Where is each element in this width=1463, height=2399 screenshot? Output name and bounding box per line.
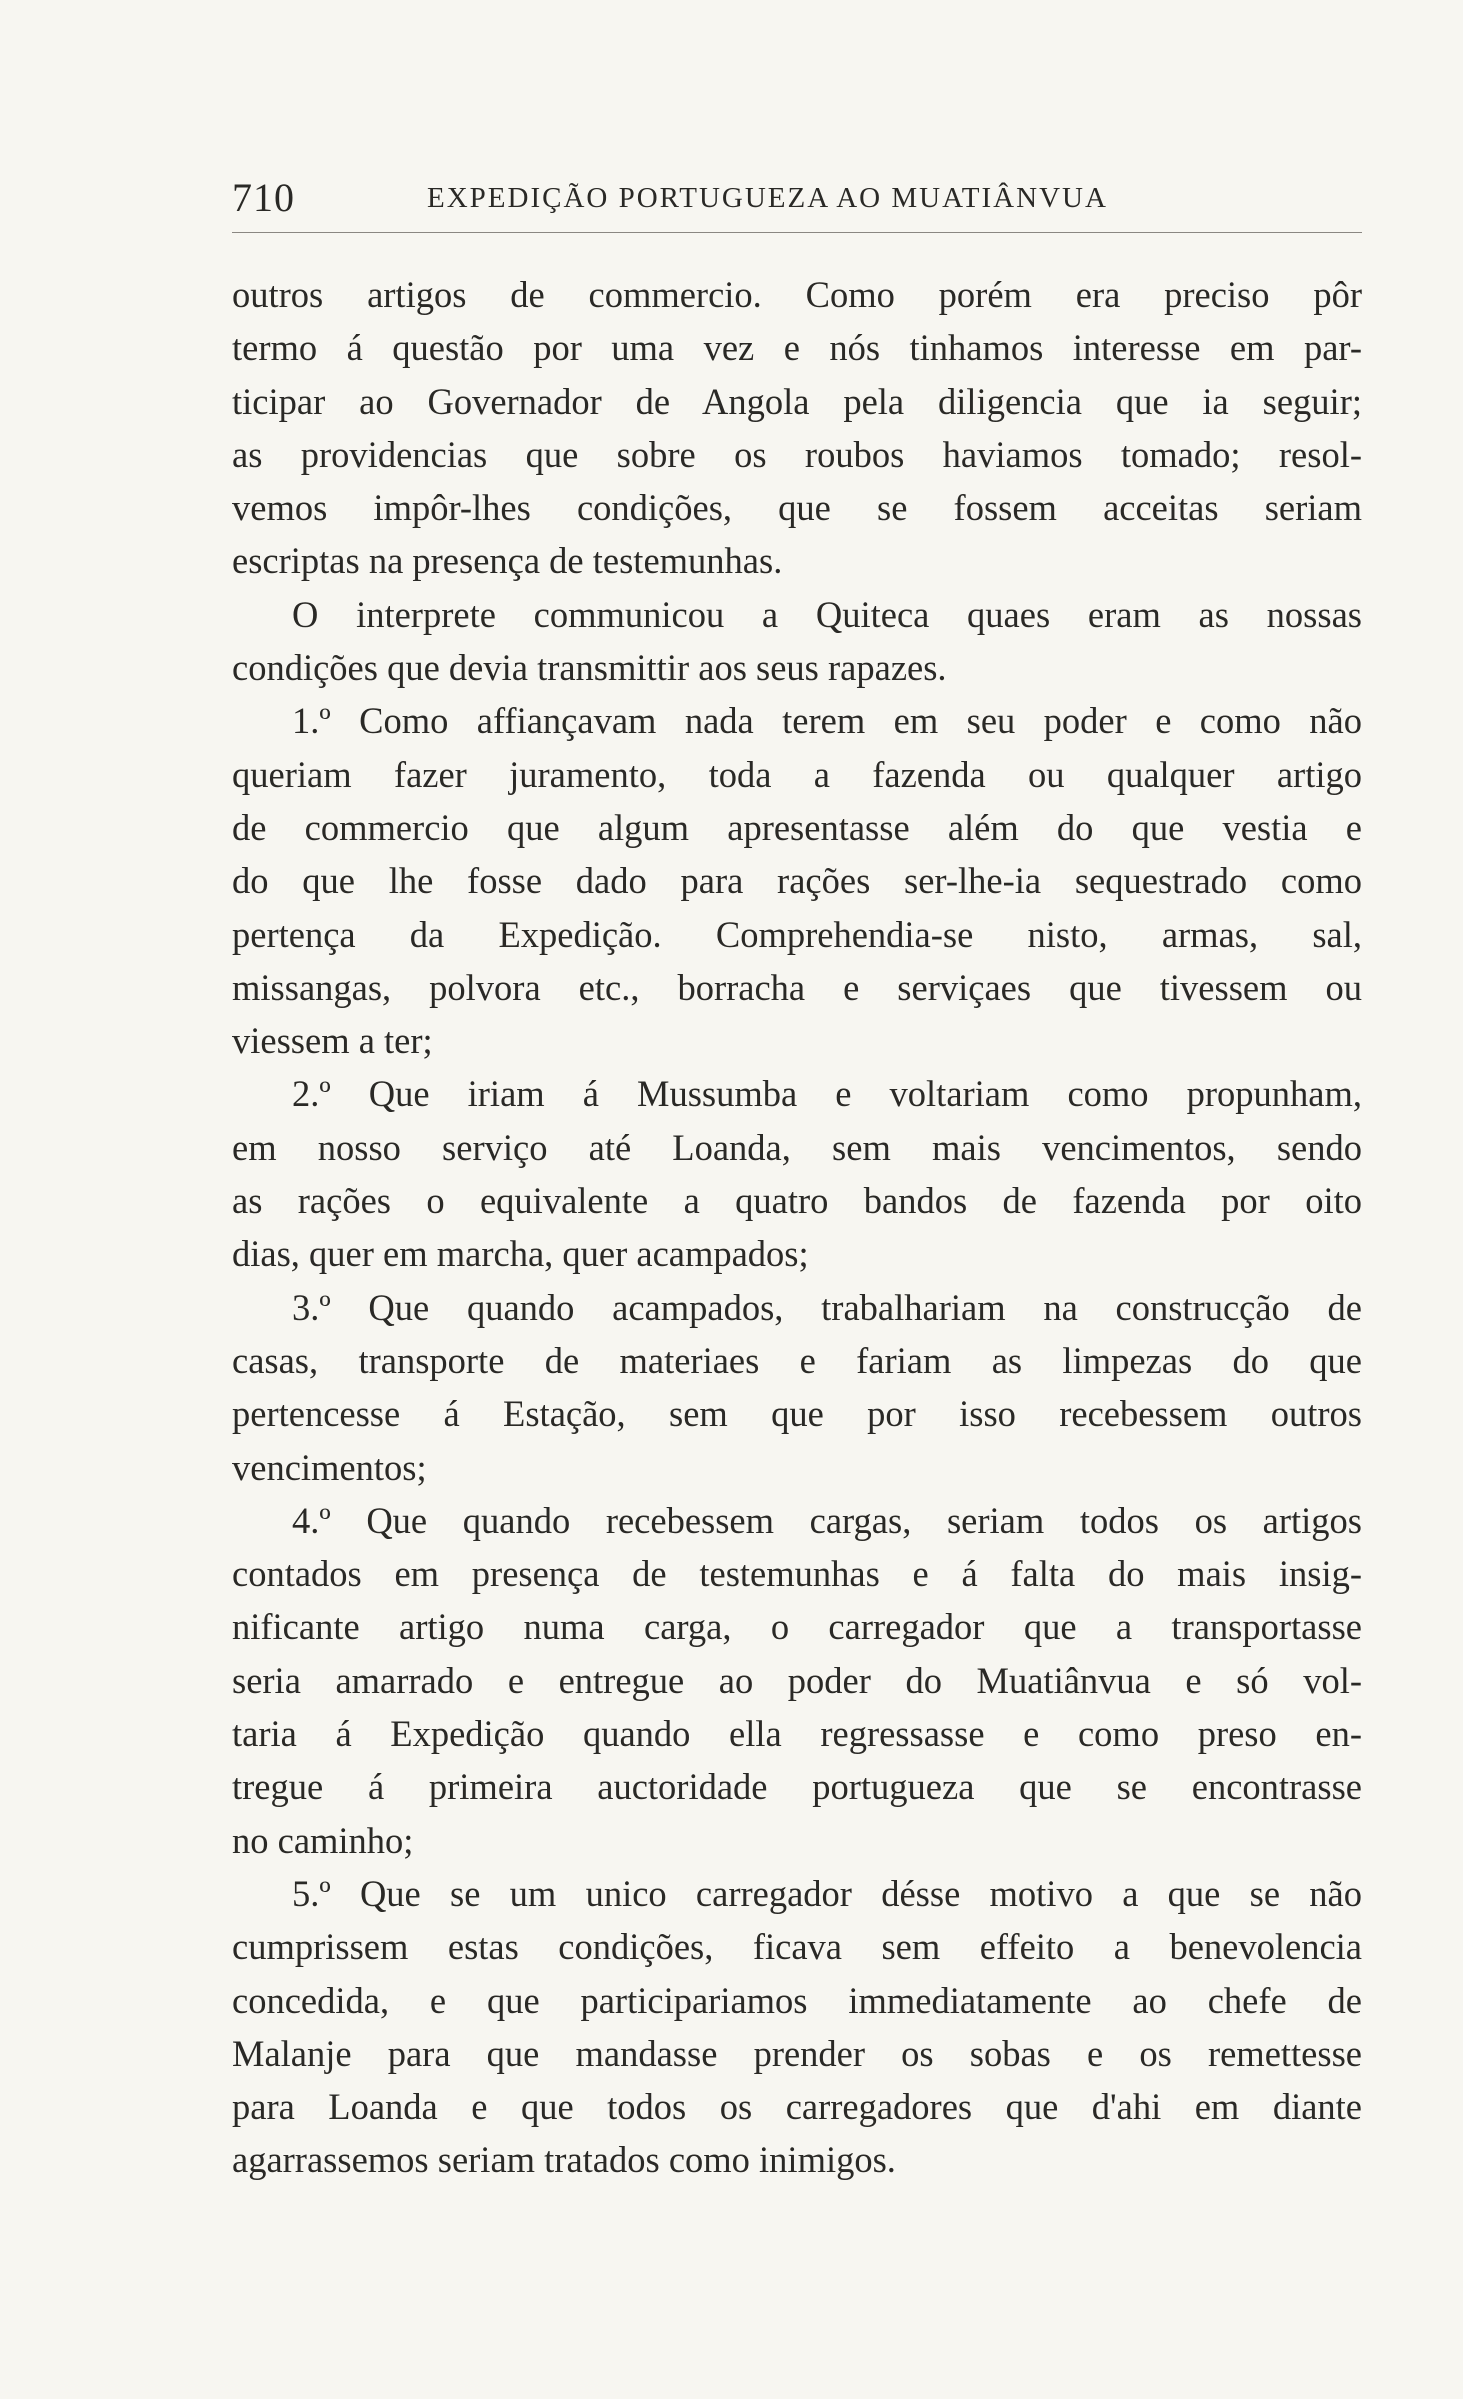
text-line: as rações o equivalente a quatro bandos de fazenda por oito [232,1180,1362,1222]
page-number: 710 [232,175,295,220]
text-line: de commercio que algum apresentasse além do que vestia e [232,806,1362,848]
text-line: queriam fazer juramento, toda a fazenda ou qualquer artigo [232,753,1362,795]
text-line: 2.º Que iriam á Mussumba e voltariam como propunham, [292,1073,1362,1115]
text-line: 3.º Que quando acampados, trabalhariam na construcção de [292,1286,1362,1328]
text-line: tregue á primeira auctoridade portugueza que se encontrasse [232,1766,1362,1808]
text-line: cumprissem estas condições, ficava sem effeito a benevolencia [232,1926,1362,1968]
text-line: escriptas na presença de testemunhas. [232,540,783,582]
text-line: casas, transporte de materiaes e fariam as limpezas do que [232,1339,1362,1381]
header-rule [232,232,1362,233]
text-line: missangas, polvora etc., borracha e serviçaes que tivessem ou [232,966,1362,1008]
text-line: seria amarrado e entregue ao poder do Muatiânvua e só vol- [232,1659,1362,1701]
text-line: pertencesse á Estação, sem que por isso recebessem outros [232,1393,1362,1435]
text-line: taria á Expedição quando ella regressasse e como preso en- [232,1713,1362,1755]
text-line: dias, quer em marcha, quer acampados; [232,1233,809,1275]
body-text [232,268,1362,2187]
text-line: condições que devia transmittir aos seus rapazes. [232,647,947,689]
text-line: ticipar ao Governador de Angola pela diligencia que ia seguir; [232,380,1362,422]
text-line: outros artigos de commercio. Como porém era preciso pôr [232,274,1362,315]
text-line: 5.º Que se um unico carregador désse motivo a que se não [292,1872,1362,1914]
text-line: no caminho; [232,1819,414,1861]
text-line: 4.º Que quando recebessem cargas, seriam todos os artigos [292,1499,1362,1541]
text-line: agarrassemos seriam tratados como inimigos. [232,2139,896,2181]
text-line: viessem a ter; [232,1020,433,1062]
text-line: O interprete communicou a Quiteca quaes eram as nossas [292,593,1362,635]
text-line: pertença da Expedição. Comprehendia-se nisto, armas, sal, [232,913,1362,955]
text-line: para Loanda e que todos os carregadores que d'ahi em diante [232,2086,1362,2128]
text-line: nificante artigo numa carga, o carregador que a transportasse [232,1606,1362,1648]
running-title: EXPEDIÇÃO PORTUGUEZA AO MUATIÂNVUA [427,182,1108,214]
text-line: vencimentos; [232,1446,427,1488]
text-line: do que lhe fosse dado para rações ser-lhe-ia sequestrado como [232,860,1362,902]
text-line: em nosso serviço até Loanda, sem mais vencimentos, sendo [232,1126,1362,1168]
text-line: concedida, e que participariamos immediatamente ao chefe de [232,1979,1362,2021]
text-line: contados em presença de testemunhas e á falta do mais insig- [232,1553,1362,1595]
text-line: termo á questão por uma vez e nós tinhamos interesse em par- [232,327,1362,369]
text-line: vemos impôr-lhes condições, que se fossem acceitas seriam [232,487,1362,529]
text-line: as providencias que sobre os roubos haviamos tomado; resol- [232,433,1362,475]
text-line: 1.º Como affiançavam nada terem em seu poder e como não [292,700,1362,742]
page-header [232,170,1362,230]
text-line: Malanje para que mandasse prender os sobas e os remettesse [232,2032,1362,2074]
